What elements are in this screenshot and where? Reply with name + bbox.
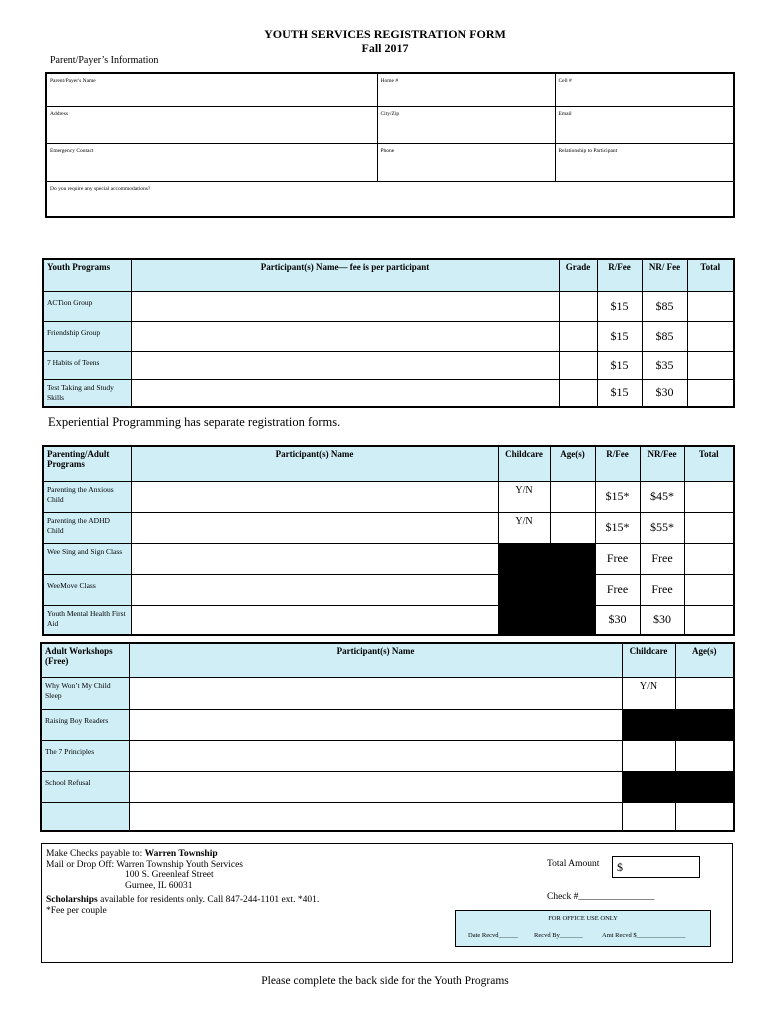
amount-received-field[interactable]: Amt Recvd $_______________ bbox=[602, 932, 686, 939]
date-received-field[interactable]: Date Recvd______ bbox=[468, 932, 519, 939]
parenting-header-nrfee: NR/Fee bbox=[640, 446, 684, 481]
street-address: 100 S. Greenleaf Street bbox=[125, 870, 214, 880]
program-name: 7 Habits of Teens bbox=[43, 351, 131, 379]
table-row bbox=[41, 771, 734, 802]
grade-input[interactable] bbox=[559, 379, 597, 407]
participant-name-input[interactable] bbox=[131, 291, 559, 321]
parent-info-heading: Parent/Payer’s Information bbox=[50, 55, 159, 66]
program-name: WeeMove Class bbox=[43, 574, 131, 605]
relationship-field[interactable]: Relationship to Participant bbox=[555, 143, 734, 181]
program-name: School Refusal bbox=[41, 771, 129, 802]
nr-fee: $55* bbox=[640, 512, 684, 543]
grade-input[interactable] bbox=[559, 291, 597, 321]
r-fee: Free bbox=[595, 543, 640, 574]
program-name: Parenting the ADHD Child bbox=[43, 512, 131, 543]
table-row bbox=[41, 802, 734, 831]
participant-name-input[interactable] bbox=[131, 512, 498, 543]
program-name: Friendship Group bbox=[43, 321, 131, 351]
fee-per-couple-note: *Fee per couple bbox=[46, 905, 107, 916]
experiential-note: Experiential Programming has separate registration forms. bbox=[48, 415, 341, 429]
r-fee: Free bbox=[595, 574, 640, 605]
program-name: The 7 Principles bbox=[41, 740, 129, 771]
ages-input[interactable] bbox=[675, 677, 734, 709]
program-name: Wee Sing and Sign Class bbox=[43, 543, 131, 574]
adult-workshops-table bbox=[40, 642, 735, 832]
total-input[interactable] bbox=[687, 321, 734, 351]
total-input[interactable] bbox=[684, 605, 734, 635]
office-use-box bbox=[455, 910, 711, 947]
accommodations-field[interactable]: Do you require any special accommodations? bbox=[46, 181, 734, 217]
parenting-header-program: Parenting/Adult Programs bbox=[43, 446, 131, 481]
grade-input[interactable] bbox=[559, 321, 597, 351]
total-input[interactable] bbox=[684, 574, 734, 605]
form-subtitle: Fall 2017 bbox=[361, 41, 409, 55]
parent-name-field[interactable]: Parent/Payer's Name bbox=[46, 73, 377, 106]
table-row bbox=[43, 543, 734, 574]
nr-fee: $35 bbox=[642, 351, 687, 379]
address-field[interactable]: Address bbox=[46, 106, 377, 143]
parenting-header-participant: Participant(s) Name bbox=[131, 446, 498, 481]
form-title: YOUTH SERVICES REGISTRATION FORM bbox=[264, 27, 506, 41]
home-phone-field[interactable]: Home # bbox=[377, 73, 555, 106]
table-row bbox=[43, 351, 734, 379]
participant-name-input[interactable] bbox=[131, 379, 559, 407]
participant-name-input[interactable] bbox=[129, 709, 622, 740]
r-fee: $15* bbox=[595, 481, 640, 512]
table-row bbox=[43, 512, 734, 543]
total-amount-input[interactable]: $ bbox=[612, 856, 700, 878]
total-input[interactable] bbox=[687, 291, 734, 321]
participant-name-input[interactable] bbox=[131, 321, 559, 351]
total-input[interactable] bbox=[684, 543, 734, 574]
phone-field[interactable]: Phone bbox=[377, 143, 555, 181]
youth-header-participant: Participant(s) Name— fee is per participant bbox=[131, 259, 559, 291]
blocked-cell bbox=[622, 771, 675, 802]
blocked-cell bbox=[550, 543, 595, 574]
r-fee: $15 bbox=[597, 321, 642, 351]
workshops-header-program: Adult Workshops (Free) bbox=[41, 643, 129, 677]
nr-fee: $30 bbox=[642, 379, 687, 407]
total-input[interactable] bbox=[684, 481, 734, 512]
blocked-cell bbox=[498, 543, 550, 574]
program-name: Youth Mental Health First Aid bbox=[43, 605, 131, 635]
table-row bbox=[41, 740, 734, 771]
participant-name-input[interactable] bbox=[131, 481, 498, 512]
childcare-input[interactable] bbox=[622, 740, 675, 771]
footer-note: Please complete the back side for the Youth Programs bbox=[261, 975, 509, 987]
blocked-cell bbox=[622, 709, 675, 740]
r-fee: $15 bbox=[597, 379, 642, 407]
youth-programs-table bbox=[42, 258, 735, 408]
grade-input[interactable] bbox=[559, 351, 597, 379]
childcare-yn[interactable]: Y/N bbox=[498, 481, 550, 512]
nr-fee: Free bbox=[640, 543, 684, 574]
nr-fee: $45* bbox=[640, 481, 684, 512]
participant-name-input[interactable] bbox=[129, 771, 622, 802]
ages-input[interactable] bbox=[550, 481, 595, 512]
received-by-field[interactable]: Recvd By_______ bbox=[534, 932, 583, 939]
checks-payable-label: Make Checks payable to: bbox=[46, 849, 143, 859]
youth-header-nrfee: NR/ Fee bbox=[642, 259, 687, 291]
parenting-header-childcare: Childcare bbox=[498, 446, 550, 481]
program-name: Why Won’t My Child Sleep bbox=[41, 677, 129, 709]
parenting-programs-table bbox=[42, 445, 735, 636]
nr-fee: $85 bbox=[642, 321, 687, 351]
youth-header-grade: Grade bbox=[559, 259, 597, 291]
table-row bbox=[43, 321, 734, 351]
r-fee: $15 bbox=[597, 291, 642, 321]
scholarships-label: Scholarships bbox=[46, 895, 98, 905]
participant-name-input[interactable] bbox=[131, 605, 498, 635]
parenting-header-rfee: R/Fee bbox=[595, 446, 640, 481]
participant-name-input[interactable] bbox=[129, 802, 622, 831]
program-name: Parenting the Anxious Child bbox=[43, 481, 131, 512]
youth-header-program: Youth Programs bbox=[43, 259, 131, 291]
ages-input[interactable] bbox=[675, 802, 734, 831]
ages-input[interactable] bbox=[675, 740, 734, 771]
total-input[interactable] bbox=[684, 512, 734, 543]
check-number-field[interactable]: Check #________________ bbox=[547, 892, 655, 902]
participant-name-input[interactable] bbox=[131, 574, 498, 605]
table-row bbox=[43, 574, 734, 605]
workshops-header-participant: Participant(s) Name bbox=[129, 643, 622, 677]
city-address: Gurnee, IL 60031 bbox=[125, 880, 193, 891]
youth-header-total: Total bbox=[687, 259, 734, 291]
program-name: Raising Boy Readers bbox=[41, 709, 129, 740]
parenting-header-ages: Age(s) bbox=[550, 446, 595, 481]
workshops-header-childcare: Childcare bbox=[622, 643, 675, 677]
table-row bbox=[43, 291, 734, 321]
nr-fee: $85 bbox=[642, 291, 687, 321]
table-row bbox=[43, 605, 734, 635]
total-amount-label: Total Amount bbox=[547, 859, 600, 869]
blocked-cell bbox=[675, 771, 734, 802]
participant-name-input[interactable] bbox=[131, 351, 559, 379]
nr-fee: Free bbox=[640, 574, 684, 605]
cell-phone-field[interactable]: Cell # bbox=[555, 73, 734, 106]
youth-header-rfee: R/Fee bbox=[597, 259, 642, 291]
r-fee: $15* bbox=[595, 512, 640, 543]
workshops-header-ages: Age(s) bbox=[675, 643, 734, 677]
ages-input[interactable] bbox=[550, 512, 595, 543]
childcare-yn[interactable]: Y/N bbox=[622, 677, 675, 709]
participant-name-input[interactable] bbox=[129, 740, 622, 771]
parenting-header-total: Total bbox=[684, 446, 734, 481]
r-fee: $30 bbox=[595, 605, 640, 635]
office-use-title: FOR OFFICE USE ONLY bbox=[548, 915, 618, 922]
childcare-input[interactable] bbox=[622, 802, 675, 831]
blocked-cell bbox=[498, 605, 550, 635]
participant-name-input[interactable] bbox=[129, 677, 622, 709]
participant-name-input[interactable] bbox=[131, 543, 498, 574]
blocked-cell bbox=[550, 574, 595, 605]
parent-info-table bbox=[45, 72, 735, 218]
blocked-cell bbox=[675, 709, 734, 740]
table-row bbox=[43, 379, 734, 407]
program-name: ACTion Group bbox=[43, 291, 131, 321]
emergency-contact-field[interactable]: Emergency Contact bbox=[46, 143, 377, 181]
table-row bbox=[41, 709, 734, 740]
program-name bbox=[41, 802, 129, 831]
r-fee: $15 bbox=[597, 351, 642, 379]
checks-payable-to: Warren Township bbox=[144, 849, 218, 859]
scholarships-text: available for residents only. Call 847-244-1101 ext. *401. bbox=[100, 895, 320, 905]
nr-fee: $30 bbox=[640, 605, 684, 635]
total-input[interactable] bbox=[687, 379, 734, 407]
program-name: Test Taking and Study Skills bbox=[43, 379, 131, 407]
table-row bbox=[43, 481, 734, 512]
city-zip-field[interactable]: City/Zip bbox=[377, 106, 555, 143]
table-row bbox=[41, 677, 734, 709]
blocked-cell bbox=[498, 574, 550, 605]
blocked-cell bbox=[550, 605, 595, 635]
total-input[interactable] bbox=[687, 351, 734, 379]
email-field[interactable]: Email bbox=[555, 106, 734, 143]
mail-address-line: Mail or Drop Off: Warren Township Youth Services bbox=[46, 859, 243, 870]
childcare-yn[interactable]: Y/N bbox=[498, 512, 550, 543]
